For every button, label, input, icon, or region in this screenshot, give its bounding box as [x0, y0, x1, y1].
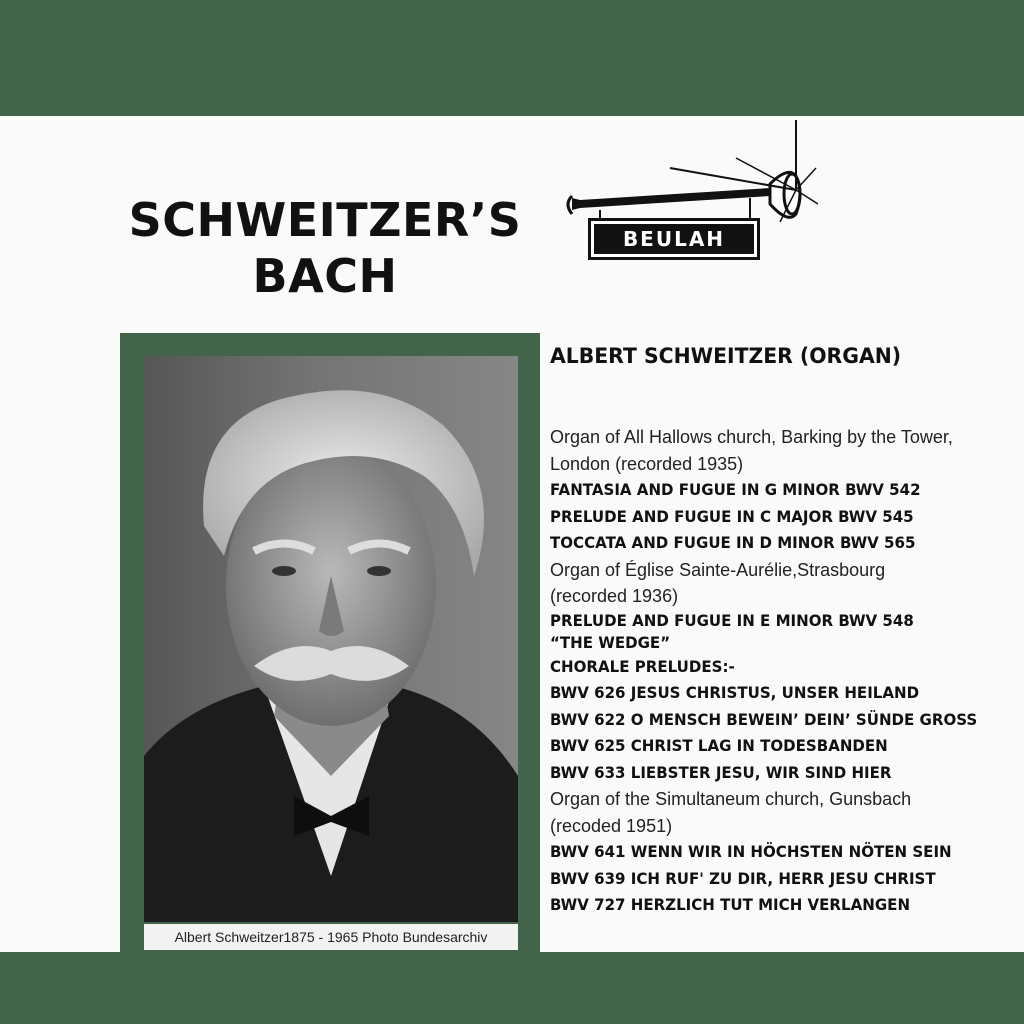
- list-item: BWV 641 WENN WIR IN HÖCHSTEN NÖTEN SEIN: [550, 842, 952, 861]
- portrait-silhouette-icon: [144, 356, 518, 922]
- photo-caption: Albert Schweitzer1875 - 1965 Photo Bundesarchiv: [144, 924, 518, 950]
- album-title-line2: BACH: [252, 249, 398, 303]
- list-item: BWV 639 ICH RUF' ZU DIR, HERR JESU CHRIST: [550, 868, 936, 888]
- beulah-label-logo: [588, 218, 760, 260]
- list-item: Organ of the Simultaneum church, Gunsbach: [550, 789, 912, 809]
- list-item: BWV 633 LIEBSTER JESU, WIR SIND HIER: [550, 762, 892, 782]
- list-item: PRELUDE AND FUGUE IN C MAJOR BWV 545: [550, 506, 914, 526]
- portrait-photo: [144, 356, 518, 922]
- top-green-band: [0, 0, 1024, 116]
- list-item: “THE WEDGE”: [550, 632, 671, 652]
- list-item: Organ of All Hallows church, Barking by the Tower,: [550, 427, 953, 447]
- list-item: TOCCATA AND FUGUE IN D MINOR BWV 565: [550, 533, 916, 552]
- performer-heading: ALBERT SCHWEITZER (ORGAN): [550, 344, 902, 368]
- list-item: CHORALE PRELUDES:-: [550, 656, 735, 676]
- list-item: London (recorded 1935): [550, 453, 744, 474]
- beulah-label-text: BEULAH: [594, 224, 754, 254]
- track-list: [550, 424, 1024, 919]
- list-item: BWV 727 HERZLICH TUT MICH VERLANGEN: [550, 895, 911, 914]
- album-title-line1: SCHWEITZER’S: [128, 193, 522, 247]
- list-item: BWV 625 CHRIST LAG IN TODESBANDEN: [550, 736, 888, 755]
- bottom-green-band: [0, 952, 1024, 1024]
- list-item: (recoded 1951): [550, 815, 673, 836]
- list-item: (recorded 1936): [550, 586, 679, 606]
- list-item: BWV 622 O MENSCH BEWEIN’ DEIN’ SÜNDE GROSS: [550, 709, 978, 729]
- album-title: [120, 192, 530, 304]
- track-info: [550, 340, 1024, 919]
- list-item: PRELUDE AND FUGUE IN E MINOR BWV 548: [550, 610, 914, 630]
- list-item: BWV 626 JESUS CHRISTUS, UNSER HEILAND: [550, 683, 920, 702]
- list-item: FANTASIA AND FUGUE IN G MINOR BWV 542: [550, 480, 921, 499]
- list-item: Organ of Église Sainte-Aurélie,Strasbourg: [550, 559, 886, 580]
